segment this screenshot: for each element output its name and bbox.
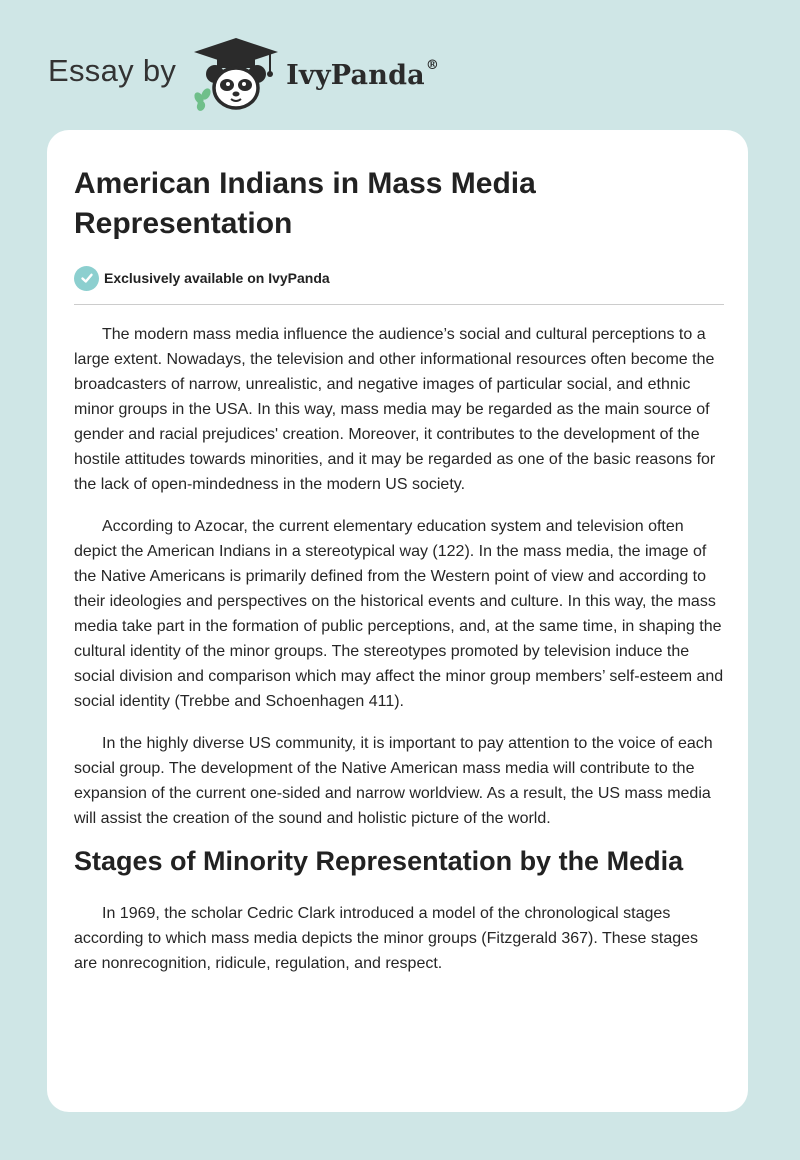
checkmark-icon bbox=[74, 266, 99, 291]
paragraph: In the highly diverse US community, it is important to pay attention to the voice of each social group. The development of the Native American mass media will contribute to the expansion of the current one-sided and narrow worldview. As a result, the US mass media will assist the creation of the sound and holistic picture of the world. bbox=[74, 735, 713, 827]
section-heading: Stages of Minority Representation by the Media bbox=[74, 846, 684, 876]
page-title: American Indians in Mass Media Representation bbox=[74, 167, 536, 240]
registered-mark: ® bbox=[425, 57, 440, 73]
essay-card bbox=[47, 130, 748, 1112]
brand-text: IvyPanda bbox=[286, 59, 425, 91]
paragraph: In 1969, the scholar Cedric Clark introduced a model of the chronological stages according to which mass media depicts the minor groups (Fitzgerald 367). These stages are nonrecognition, ridicule, regulation, and respect. bbox=[74, 905, 699, 972]
divider bbox=[74, 304, 724, 305]
paragraph: The modern mass media influence the audience’s social and cultural perceptions to a large extent. Nowadays, the television and other informational resources often become the broadcasters of narrow, unrealistic, and negative images of particular social, and ethnic minor groups in the USA. In this way, mass media may be regarded as the main source of gender and racial prejudices' creation. Moreover, it contributes to the development of the hostile attitudes towards minorities, and it may be regarded as one of the basic reasons for the lack of open-mindedness in the modern US society. bbox=[74, 326, 716, 493]
panda-graduate-logo-icon[interactable] bbox=[190, 36, 282, 112]
exclusive-badge-label: Exclusively available on IvyPanda bbox=[104, 270, 330, 286]
paragraph: According to Azocar, the current elementary education system and television often depict the American Indians in a stereotypical way (122). In the mass media, the image of the Native Americans is primarily defined from the Western point of view and according to their ideologies and perspectives on the historical events and culture. In this way, the mass media take part in the formation of public perceptions, and, at the same time, in shaping the cultural identity of the minor groups. The stereotypes promoted by television induce the social division and comparison which may affect the minor group members’ self-esteem and social identity (Trebbe and Schoenhagen 411). bbox=[74, 518, 724, 710]
essay-by-label: Essay by bbox=[48, 53, 177, 88]
brand-name[interactable] bbox=[286, 57, 440, 91]
exclusive-badge bbox=[74, 264, 724, 292]
site-header bbox=[48, 36, 439, 112]
essay-content bbox=[74, 164, 724, 976]
